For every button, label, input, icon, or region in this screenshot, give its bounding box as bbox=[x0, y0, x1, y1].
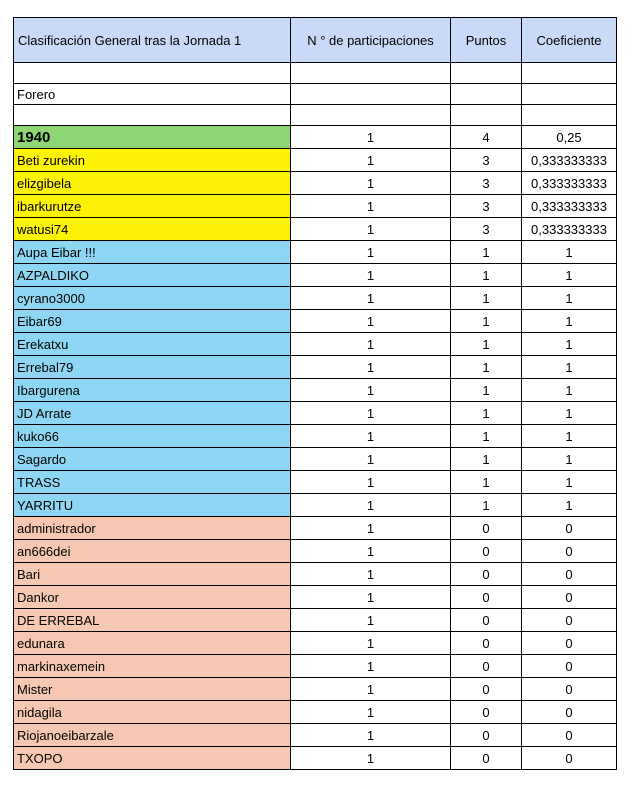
table-row bbox=[14, 632, 617, 655]
participations-cell: 1 bbox=[291, 195, 451, 218]
table-row bbox=[14, 517, 617, 540]
coefficient-cell: 0 bbox=[522, 701, 617, 724]
participations-cell: 1 bbox=[291, 609, 451, 632]
table-row bbox=[14, 264, 617, 287]
header-coefficient: Coeficiente bbox=[522, 18, 617, 63]
standings-table bbox=[13, 17, 617, 770]
table-row bbox=[14, 655, 617, 678]
coefficient-cell: 0 bbox=[522, 724, 617, 747]
coefficient-cell: 0 bbox=[522, 609, 617, 632]
coefficient-cell: 1 bbox=[522, 402, 617, 425]
participations-cell: 1 bbox=[291, 264, 451, 287]
header-points: Puntos bbox=[451, 18, 522, 63]
coefficient-cell: 0 bbox=[522, 586, 617, 609]
table-row bbox=[14, 448, 617, 471]
header-row bbox=[14, 18, 617, 63]
table-row bbox=[14, 586, 617, 609]
coefficient-cell: 1 bbox=[522, 448, 617, 471]
player-name: Errebal79 bbox=[14, 356, 291, 379]
table-row bbox=[14, 425, 617, 448]
participations-cell: 1 bbox=[291, 310, 451, 333]
blank-cell bbox=[451, 84, 522, 105]
coefficient-cell: 0 bbox=[522, 747, 617, 770]
coefficient-cell: 0,333333333 bbox=[522, 195, 617, 218]
points-cell: 1 bbox=[451, 494, 522, 517]
points-cell: 0 bbox=[451, 747, 522, 770]
player-name: ibarkurutze bbox=[14, 195, 291, 218]
coefficient-cell: 0 bbox=[522, 678, 617, 701]
participations-cell: 1 bbox=[291, 425, 451, 448]
points-cell: 1 bbox=[451, 241, 522, 264]
participations-cell: 1 bbox=[291, 172, 451, 195]
points-cell: 1 bbox=[451, 264, 522, 287]
participations-cell: 1 bbox=[291, 402, 451, 425]
participations-cell: 1 bbox=[291, 448, 451, 471]
player-name: 1940 bbox=[14, 126, 291, 149]
table-row bbox=[14, 609, 617, 632]
player-name: Riojanoeibarzale bbox=[14, 724, 291, 747]
table-row bbox=[14, 241, 617, 264]
participations-cell: 1 bbox=[291, 471, 451, 494]
blank-cell bbox=[451, 63, 522, 84]
blank-row bbox=[14, 105, 617, 126]
table-row bbox=[14, 195, 617, 218]
coefficient-cell: 1 bbox=[522, 241, 617, 264]
table-row bbox=[14, 494, 617, 517]
player-name: JD Arrate bbox=[14, 402, 291, 425]
coefficient-cell: 1 bbox=[522, 379, 617, 402]
participations-cell: 1 bbox=[291, 241, 451, 264]
participations-cell: 1 bbox=[291, 287, 451, 310]
player-name: cyrano3000 bbox=[14, 287, 291, 310]
participations-cell: 1 bbox=[291, 126, 451, 149]
player-name: Beti zurekin bbox=[14, 149, 291, 172]
player-name: kuko66 bbox=[14, 425, 291, 448]
points-cell: 0 bbox=[451, 655, 522, 678]
player-name: Erekatxu bbox=[14, 333, 291, 356]
points-cell: 0 bbox=[451, 540, 522, 563]
blank-cell bbox=[522, 105, 617, 126]
player-name: Dankor bbox=[14, 586, 291, 609]
points-cell: 1 bbox=[451, 448, 522, 471]
player-name: nidagila bbox=[14, 701, 291, 724]
coefficient-cell: 1 bbox=[522, 264, 617, 287]
player-name: Eibar69 bbox=[14, 310, 291, 333]
coefficient-cell: 0,333333333 bbox=[522, 218, 617, 241]
table-row bbox=[14, 379, 617, 402]
points-cell: 0 bbox=[451, 517, 522, 540]
blank-cell bbox=[522, 84, 617, 105]
coefficient-cell: 1 bbox=[522, 471, 617, 494]
coefficient-cell: 0 bbox=[522, 540, 617, 563]
player-name: an666dei bbox=[14, 540, 291, 563]
points-cell: 0 bbox=[451, 563, 522, 586]
points-cell: 1 bbox=[451, 471, 522, 494]
blank-cell bbox=[14, 105, 291, 126]
table-row bbox=[14, 126, 617, 149]
table-row bbox=[14, 333, 617, 356]
participations-cell: 1 bbox=[291, 563, 451, 586]
table-row bbox=[14, 678, 617, 701]
participations-cell: 1 bbox=[291, 379, 451, 402]
player-name: markinaxemein bbox=[14, 655, 291, 678]
points-cell: 1 bbox=[451, 379, 522, 402]
player-name: edunara bbox=[14, 632, 291, 655]
player-name: elizgibela bbox=[14, 172, 291, 195]
coefficient-cell: 1 bbox=[522, 333, 617, 356]
header-participations: N ° de participaciones bbox=[291, 18, 451, 63]
points-cell: 0 bbox=[451, 586, 522, 609]
points-cell: 3 bbox=[451, 218, 522, 241]
table-row bbox=[14, 287, 617, 310]
coefficient-cell: 1 bbox=[522, 494, 617, 517]
points-cell: 1 bbox=[451, 333, 522, 356]
table-row bbox=[14, 356, 617, 379]
participations-cell: 1 bbox=[291, 540, 451, 563]
participations-cell: 1 bbox=[291, 655, 451, 678]
participations-cell: 1 bbox=[291, 494, 451, 517]
points-cell: 1 bbox=[451, 356, 522, 379]
player-name: Bari bbox=[14, 563, 291, 586]
blank-cell bbox=[522, 63, 617, 84]
blank-cell bbox=[291, 63, 451, 84]
table-row bbox=[14, 471, 617, 494]
points-cell: 3 bbox=[451, 195, 522, 218]
participations-cell: 1 bbox=[291, 678, 451, 701]
player-name: Ibargurena bbox=[14, 379, 291, 402]
blank-row bbox=[14, 63, 617, 84]
coefficient-cell: 1 bbox=[522, 310, 617, 333]
blank-cell bbox=[291, 105, 451, 126]
participations-cell: 1 bbox=[291, 356, 451, 379]
player-name: Sagardo bbox=[14, 448, 291, 471]
player-name: Mister bbox=[14, 678, 291, 701]
points-cell: 0 bbox=[451, 724, 522, 747]
player-name: watusi74 bbox=[14, 218, 291, 241]
player-name: administrador bbox=[14, 517, 291, 540]
forero-label: Forero bbox=[14, 84, 291, 105]
table-row bbox=[14, 724, 617, 747]
participations-cell: 1 bbox=[291, 149, 451, 172]
table-row bbox=[14, 563, 617, 586]
coefficient-cell: 0,25 bbox=[522, 126, 617, 149]
points-cell: 0 bbox=[451, 701, 522, 724]
points-cell: 0 bbox=[451, 609, 522, 632]
coefficient-cell: 0 bbox=[522, 632, 617, 655]
table-row bbox=[14, 540, 617, 563]
player-name: TXOPO bbox=[14, 747, 291, 770]
blank-cell bbox=[14, 63, 291, 84]
coefficient-cell: 0 bbox=[522, 517, 617, 540]
table-row bbox=[14, 218, 617, 241]
participations-cell: 1 bbox=[291, 747, 451, 770]
player-name: DE ERREBAL bbox=[14, 609, 291, 632]
points-cell: 0 bbox=[451, 632, 522, 655]
header-name: Clasificación General tras la Jornada 1 bbox=[14, 18, 291, 63]
player-name: AZPALDIKO bbox=[14, 264, 291, 287]
coefficient-cell: 0 bbox=[522, 655, 617, 678]
points-cell: 1 bbox=[451, 310, 522, 333]
coefficient-cell: 1 bbox=[522, 287, 617, 310]
table-row bbox=[14, 172, 617, 195]
coefficient-cell: 1 bbox=[522, 425, 617, 448]
participations-cell: 1 bbox=[291, 517, 451, 540]
table-row bbox=[14, 747, 617, 770]
participations-cell: 1 bbox=[291, 724, 451, 747]
coefficient-cell: 0,333333333 bbox=[522, 149, 617, 172]
table-row bbox=[14, 402, 617, 425]
points-cell: 3 bbox=[451, 172, 522, 195]
participations-cell: 1 bbox=[291, 218, 451, 241]
table-row bbox=[14, 310, 617, 333]
player-name: TRASS bbox=[14, 471, 291, 494]
player-name: YARRITU bbox=[14, 494, 291, 517]
participations-cell: 1 bbox=[291, 333, 451, 356]
blank-cell bbox=[451, 105, 522, 126]
points-cell: 1 bbox=[451, 425, 522, 448]
player-name: Aupa Eibar !!! bbox=[14, 241, 291, 264]
coefficient-cell: 0,333333333 bbox=[522, 172, 617, 195]
points-cell: 0 bbox=[451, 678, 522, 701]
participations-cell: 1 bbox=[291, 701, 451, 724]
participations-cell: 1 bbox=[291, 632, 451, 655]
table-row bbox=[14, 149, 617, 172]
table-row bbox=[14, 701, 617, 724]
blank-cell bbox=[291, 84, 451, 105]
points-cell: 4 bbox=[451, 126, 522, 149]
coefficient-cell: 0 bbox=[522, 563, 617, 586]
participations-cell: 1 bbox=[291, 586, 451, 609]
points-cell: 1 bbox=[451, 287, 522, 310]
forero-row bbox=[14, 84, 617, 105]
points-cell: 3 bbox=[451, 149, 522, 172]
coefficient-cell: 1 bbox=[522, 356, 617, 379]
points-cell: 1 bbox=[451, 402, 522, 425]
